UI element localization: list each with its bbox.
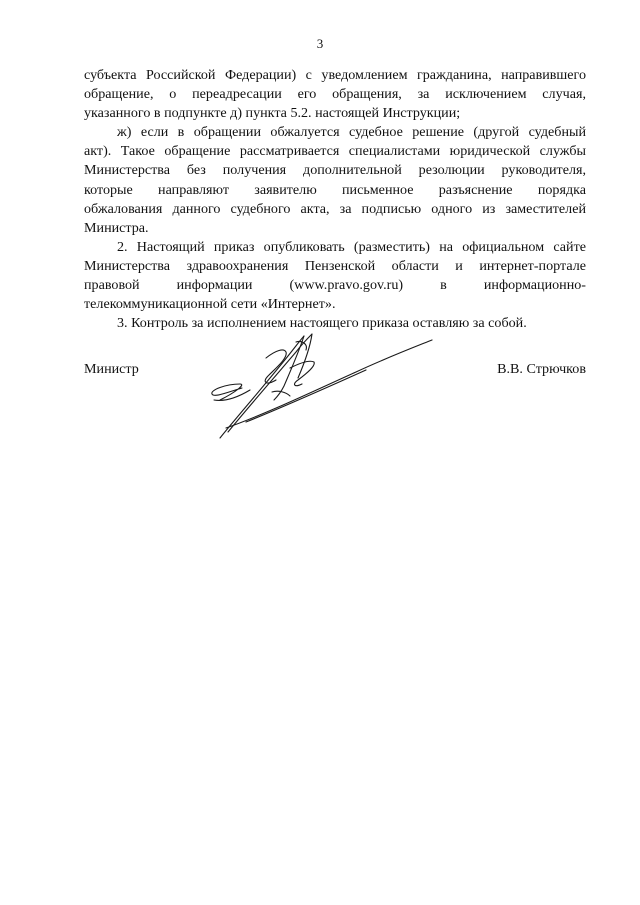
text-line: указанного в подпункте д) пункта 5.2. настоящей Инструкции;: [84, 105, 461, 122]
text-line: акт). Такое обращение рассматривается специалистами юридической службы: [84, 143, 586, 160]
document-body: [84, 66, 586, 333]
text-line: 3. Контроль за исполнением настоящего приказа оставляю за собой.: [117, 315, 527, 332]
text-line: субъекта Российской Федерации) с уведомлением гражданина, направившего: [84, 67, 586, 83]
text-line: которые направляют заявителю письменное разъяснение порядка: [84, 181, 586, 198]
signatory-name: В.В. Стрючков: [497, 361, 586, 377]
text-line: телекоммуникационной сети «Интернет».: [84, 296, 336, 313]
paragraph-court-decision: [84, 123, 586, 238]
text-line: обжалования данного судебного акта, за подписью одного из заместителей: [84, 200, 586, 217]
text-line: Министерства здравоохранения Пензенской области и интернет-портале: [84, 257, 586, 274]
handwritten-signature: [206, 328, 436, 440]
page-number: 3: [316, 36, 324, 51]
signatory-title: Министр: [84, 361, 139, 377]
paragraph-continuation: [84, 66, 586, 123]
text-line: ж) если в обращении обжалуется судебное решение (другой судебный: [117, 124, 586, 141]
text-line: правовой информации (www.pravo.gov.ru) в информационно-: [84, 277, 586, 294]
text-line: Министра.: [84, 219, 149, 236]
paragraph-publication: [84, 238, 586, 314]
text-line: обращение, о переадресации его обращения, за исключением случая,: [84, 86, 586, 103]
text-line: Министерства без получения дополнительной резолюции руководителя,: [84, 162, 586, 179]
text-line: 2. Настоящий приказ опубликовать (разместить) на официальном сайте: [117, 238, 586, 255]
